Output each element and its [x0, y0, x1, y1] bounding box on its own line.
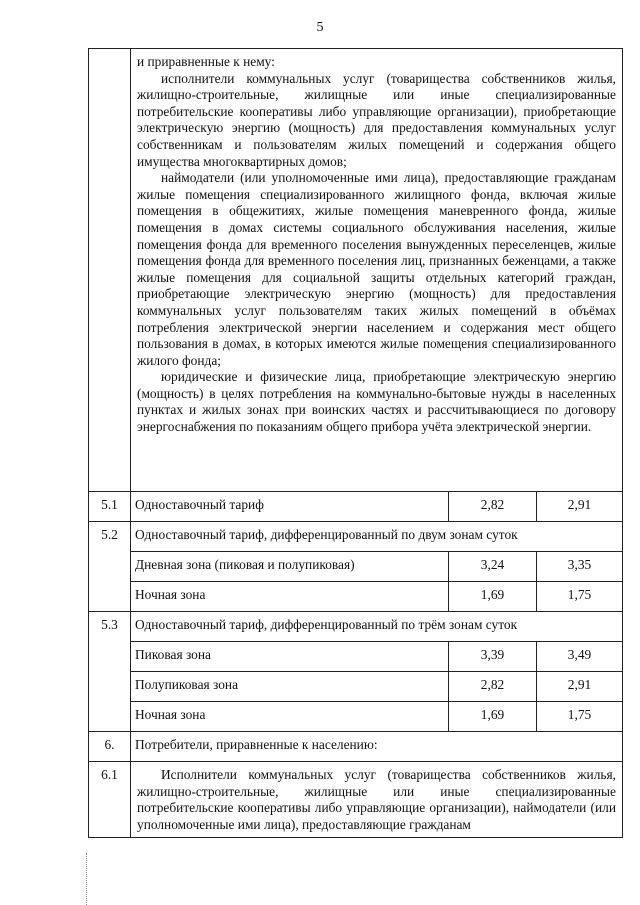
row-paragraph: Исполнители коммунальных услуг (товарищества собственников жилья, жилищно-строительные, жилищные или иные специализированные потребительские кооперативы либо управляющие организации), наймодатели (или уполномоченные ими лица), предоставляющие гражданам	[137, 767, 616, 832]
row-number: 6.	[89, 732, 131, 762]
section-heading: Одноставочный тариф, дифференцированный по двум зонам суток	[131, 522, 623, 552]
row-label: Полупиковая зона	[131, 672, 449, 702]
tariff-table	[88, 48, 623, 838]
row-label: Дневная зона (пиковая и полупиковая)	[131, 552, 449, 582]
tariff-value-1: 1,69	[449, 702, 537, 732]
row-number: 5.2	[89, 522, 131, 612]
tariff-value-1: 3,39	[449, 642, 537, 672]
consumers-description	[131, 49, 623, 492]
tariff-value-1: 2,82	[449, 672, 537, 702]
table-row	[89, 672, 623, 702]
intro-paragraph: наймодатели (или уполномоченные ими лица), предоставляющие гражданам жилые помещения специализированного жилищного фонда, включая жилые помещения в общежитиях, жилые помещения маневренного фонда, жилые помещения в домах системы социального обслуживания населения, жилые помещения фонда для временного поселения вынужденных переселенцев, жилые помещения фонда для временного поселения лиц, признанных беженцами, а также жилые помещения для социальной защиты отдельных категорий граждан, приобретающие электрическую энергию (мощность) для предоставления коммунальных услуг пользователям таких жилых помещений в объёмах потребления электрической энергии населением и содержания мест общего пользования в домах, в которых имеются жилые помещения специализированного жилого фонда;	[137, 170, 616, 368]
table-row	[89, 642, 623, 672]
tariff-value-1: 2,82	[449, 492, 537, 522]
table-row	[89, 582, 623, 612]
row-number: 6.1	[89, 762, 131, 838]
tariff-value-2: 3,49	[537, 642, 623, 672]
row-label: Одноставочный тариф	[131, 492, 449, 522]
table-row	[89, 612, 623, 642]
tariff-value-2: 1,75	[537, 582, 623, 612]
row-text	[131, 762, 623, 838]
row-number-cell	[89, 49, 131, 492]
table-row	[89, 702, 623, 732]
row-number: 5.3	[89, 612, 131, 732]
row-label: Пиковая зона	[131, 642, 449, 672]
intro-paragraph: юридические и физические лица, приобретающие электрическую энергию (мощность) в целях потребления на коммунально-бытовые нужды в населенных пунктах и жилых зонах при воинских частях и рассчитывающиеся по договору энергоснабжения по показаниям общего прибора учёта электрической энергии.	[137, 369, 616, 435]
table-row	[89, 522, 623, 552]
row-number: 5.1	[89, 492, 131, 522]
tariff-value-1: 1,69	[449, 582, 537, 612]
page-number: 5	[316, 20, 324, 35]
intro-paragraph: исполнители коммунальных услуг (товарищества собственников жилья, жилищно-строительные, жилищные или иные специализированные потребительские кооперативы либо управляющие организации), приобретающие электрическую энергию (мощность) для предоставления коммунальных услуг собственникам и пользователям жилых помещений и содержания общего имущества многоквартирных домов;	[137, 70, 616, 169]
scan-fold-line	[86, 853, 88, 905]
table-row	[89, 732, 623, 762]
section-heading: Одноставочный тариф, дифференцированный по трём зонам суток	[131, 612, 623, 642]
table-row	[89, 492, 623, 522]
section-heading: Потребители, приравненные к населению:	[131, 732, 623, 762]
tariff-value-2: 2,91	[537, 492, 623, 522]
table-row	[89, 762, 623, 838]
tariff-value-2: 2,91	[537, 672, 623, 702]
intro-lead: и приравненные к нему:	[137, 54, 275, 69]
tariff-value-2: 3,35	[537, 552, 623, 582]
table-row	[89, 552, 623, 582]
tariff-value-1: 3,24	[449, 552, 537, 582]
consumers-description-row	[89, 49, 623, 492]
row-label: Ночная зона	[131, 702, 449, 732]
tariff-value-2: 1,75	[537, 702, 623, 732]
row-label: Ночная зона	[131, 582, 449, 612]
